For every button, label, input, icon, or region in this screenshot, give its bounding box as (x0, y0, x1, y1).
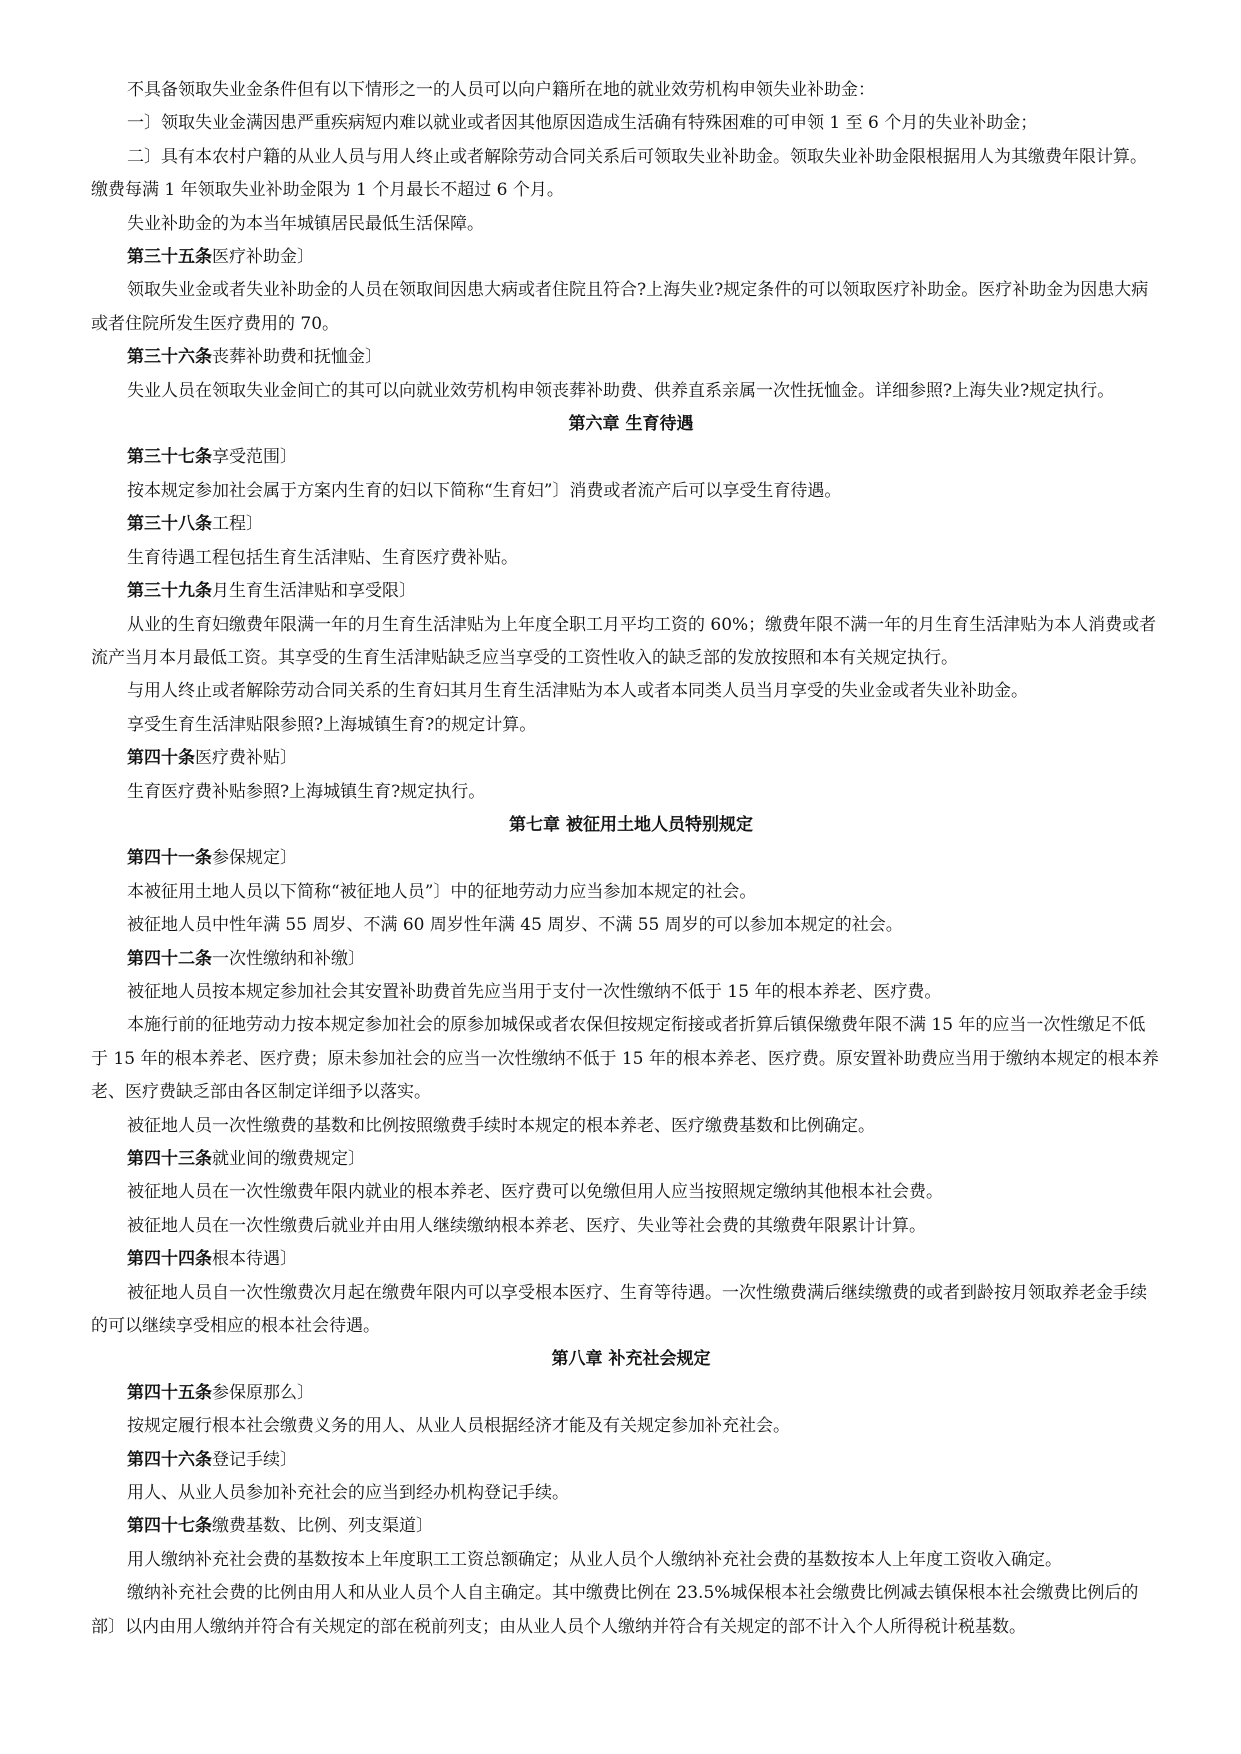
article-title: 登记手续〕 (212, 1449, 297, 1470)
article-heading (91, 943, 1161, 976)
paragraph: 不具备领取失业金条件但有以下情形之一的人员可以向户籍所在地的就业效劳机构申领失业补助金： (127, 80, 875, 100)
chapter-heading: 第八章 补充社会规定 (551, 1349, 711, 1370)
article-title: 医疗补助金〕 (212, 247, 314, 268)
paragraph: 被征地人员在一次性缴费年限内就业的根本养老、医疗费可以免缴但用人应当按照规定缴纳其他根本社会费。 (127, 1182, 943, 1203)
paragraph: 被征地人员中性年满 55 周岁、不满 60 周岁性年满 45 周岁、不满 55 周岁的可以参加本规定的社会。 (127, 915, 903, 936)
article-heading (91, 241, 1161, 274)
paragraph: 用人、从业人员参加补充社会的应当到经办机构登记手续。 (127, 1483, 569, 1504)
article-heading (91, 742, 1161, 775)
paragraph: 二〕具有本农村户籍的从业人员与用人终止或者解除劳动合同关系后可领取失业补助金。领取失业补助金限根据用人为其缴费年限计算。缴费每满 1 年领取失业补助金限为 1 个月最长不超过 6 个月。 (91, 146, 1147, 201)
article-number: 第四十三条 (127, 1149, 212, 1169)
article-title: 缴费基数、比例、列支渠道〕 (212, 1516, 433, 1537)
article-title: 享受范围〕 (212, 447, 297, 468)
paragraph: 按规定履行根本社会缴费义务的用人、从业人员根据经济才能及有关规定参加补充社会。 (127, 1416, 790, 1437)
article-title: 医疗费补贴〕 (195, 748, 297, 769)
article-title: 一次性缴纳和补缴〕 (212, 948, 365, 969)
article-heading (91, 341, 1161, 374)
paragraph: 被征地人员按本规定参加社会其安置补助费首先应当用于支付一次性缴纳不低于 15 年的根本养老、医疗费。 (127, 981, 942, 1002)
article-heading (91, 508, 1161, 541)
article-number: 第四十条 (127, 748, 195, 769)
article-number: 第三十六条 (127, 347, 212, 368)
article-number: 第三十五条 (127, 247, 212, 268)
paragraph: 被征地人员自一次性缴费次月起在缴费年限内可以享受根本医疗、生育等待遇。一次性缴费满后继续缴费的或者到龄按月领取养老金手续的可以继续享受相应的根本社会待遇。 (91, 1282, 1147, 1337)
paragraph: 本被征用土地人员以下简称“被征地人员”〕中的征地劳动力应当参加本规定的社会。 (127, 881, 757, 902)
article-heading (91, 1143, 1161, 1176)
article-title: 工程〕 (212, 514, 263, 535)
article-number: 第四十一条 (127, 848, 212, 869)
paragraph: 一〕领取失业金满因患严重疾病短内难以就业或者因其他原因造成生活确有特殊困难的可申领 1 至 6 个月的失业补助金； (127, 113, 1038, 134)
article-number: 第四十七条 (127, 1516, 212, 1537)
article-title: 参保原那么〕 (212, 1382, 314, 1403)
article-heading (91, 1444, 1161, 1477)
article-heading (91, 575, 1161, 608)
paragraph: 用人缴纳补充社会费的基数按本上年度职工工资总额确定；从业人员个人缴纳补充社会费的基数按本人上年度工资收入确定。 (127, 1549, 1062, 1570)
article-title: 根本待遇〕 (212, 1249, 297, 1270)
article-heading (91, 1377, 1161, 1410)
article-number: 第三十七条 (127, 447, 212, 468)
article-heading (91, 1510, 1161, 1543)
paragraph: 本施行前的征地劳动力按本规定参加社会的原参加城保或者农保但按规定衔接或者折算后镇保缴费年限不满 15 年的应当一次性缴足不低于 15 年的根本养老、医疗费；原未参加社会的应当一次性缴纳不低于 15 年的根本养老、医疗费。原安置补助费应当用于缴纳本规定的根本养老、医疗费缺乏部由各区制定详细予以落实。 (91, 1015, 1159, 1103)
article-heading (91, 842, 1161, 875)
article-heading (91, 441, 1161, 474)
paragraph: 享受生育生活津贴限参照?上海城镇生育?的规定计算。 (127, 714, 537, 735)
paragraph: 生育医疗费补贴参照?上海城镇生育?规定执行。 (127, 781, 486, 802)
paragraph: 生育待遇工程包括生育生活津贴、生育医疗费补贴。 (127, 547, 518, 568)
chapter-heading: 第七章 被征用土地人员特别规定 (509, 814, 753, 835)
article-title: 月生育生活津贴和享受限〕 (212, 581, 416, 602)
paragraph: 与用人终止或者解除劳动合同关系的生育妇其月生育生活津贴为本人或者本同类人员当月享受的失业金或者失业补助金。 (127, 681, 1028, 702)
article-number: 第四十四条 (127, 1249, 212, 1270)
article-heading (91, 1243, 1161, 1276)
article-title: 丧葬补助费和抚恤金〕 (212, 347, 382, 368)
article-number: 第三十九条 (127, 581, 212, 602)
article-title: 参保规定〕 (212, 848, 297, 869)
article-number: 第四十六条 (127, 1449, 212, 1470)
article-number: 第四十二条 (127, 948, 212, 969)
chapter-heading: 第六章 生育待遇 (568, 414, 694, 435)
paragraph: 缴纳补充社会费的比例由用人和从业人员个人自主确定。其中缴费比例在 23.5%城保根本社会缴费比例减去镇保根本社会缴费比例后的部〕以内由用人缴纳并符合有关规定的部在税前列支；由从业人员个人缴纳并符合有关规定的部不计入个人所得税计税基数。 (91, 1583, 1139, 1637)
paragraph: 从业的生育妇缴费年限满一年的月生育生活津贴为上年度全职工月平均工资的 60%；缴费年限不满一年的月生育生活津贴为本人消费或者流产当月本月最低工资。其享受的生育生活津贴缺乏应当享受的工资性收入的缺乏部的发放按照和本有关规定执行。 (91, 614, 1157, 668)
paragraph: 领取失业金或者失业补助金的人员在领取间因患大病或者住院且符合?上海失业?规定条件的可以领取医疗补助金。医疗补助金为因患大病或者住院所发生医疗费用的 70。 (91, 280, 1149, 334)
article-number: 第三十八条 (127, 514, 212, 535)
paragraph: 被征地人员一次性缴费的基数和比例按照缴费手续时本规定的根本养老、医疗缴费基数和比例确定。 (127, 1115, 875, 1136)
article-title: 就业间的缴费规定〕 (212, 1149, 365, 1169)
paragraph: 失业补助金的为本当年城镇居民最低生活保障。 (127, 213, 484, 234)
paragraph: 被征地人员在一次性缴费后就业并由用人继续缴纳根本养老、医疗、失业等社会费的其缴费年限累计计算。 (127, 1215, 926, 1236)
paragraph: 按本规定参加社会属于方案内生育的妇以下简称“生育妇”〕消费或者流产后可以享受生育待遇。 (127, 480, 842, 501)
article-number: 第四十五条 (127, 1382, 212, 1403)
paragraph: 失业人员在领取失业金间亡的其可以向就业效劳机构申领丧葬补助费、供养直系亲属一次性抚恤金。详细参照?上海失业?规定执行。 (127, 380, 1115, 401)
